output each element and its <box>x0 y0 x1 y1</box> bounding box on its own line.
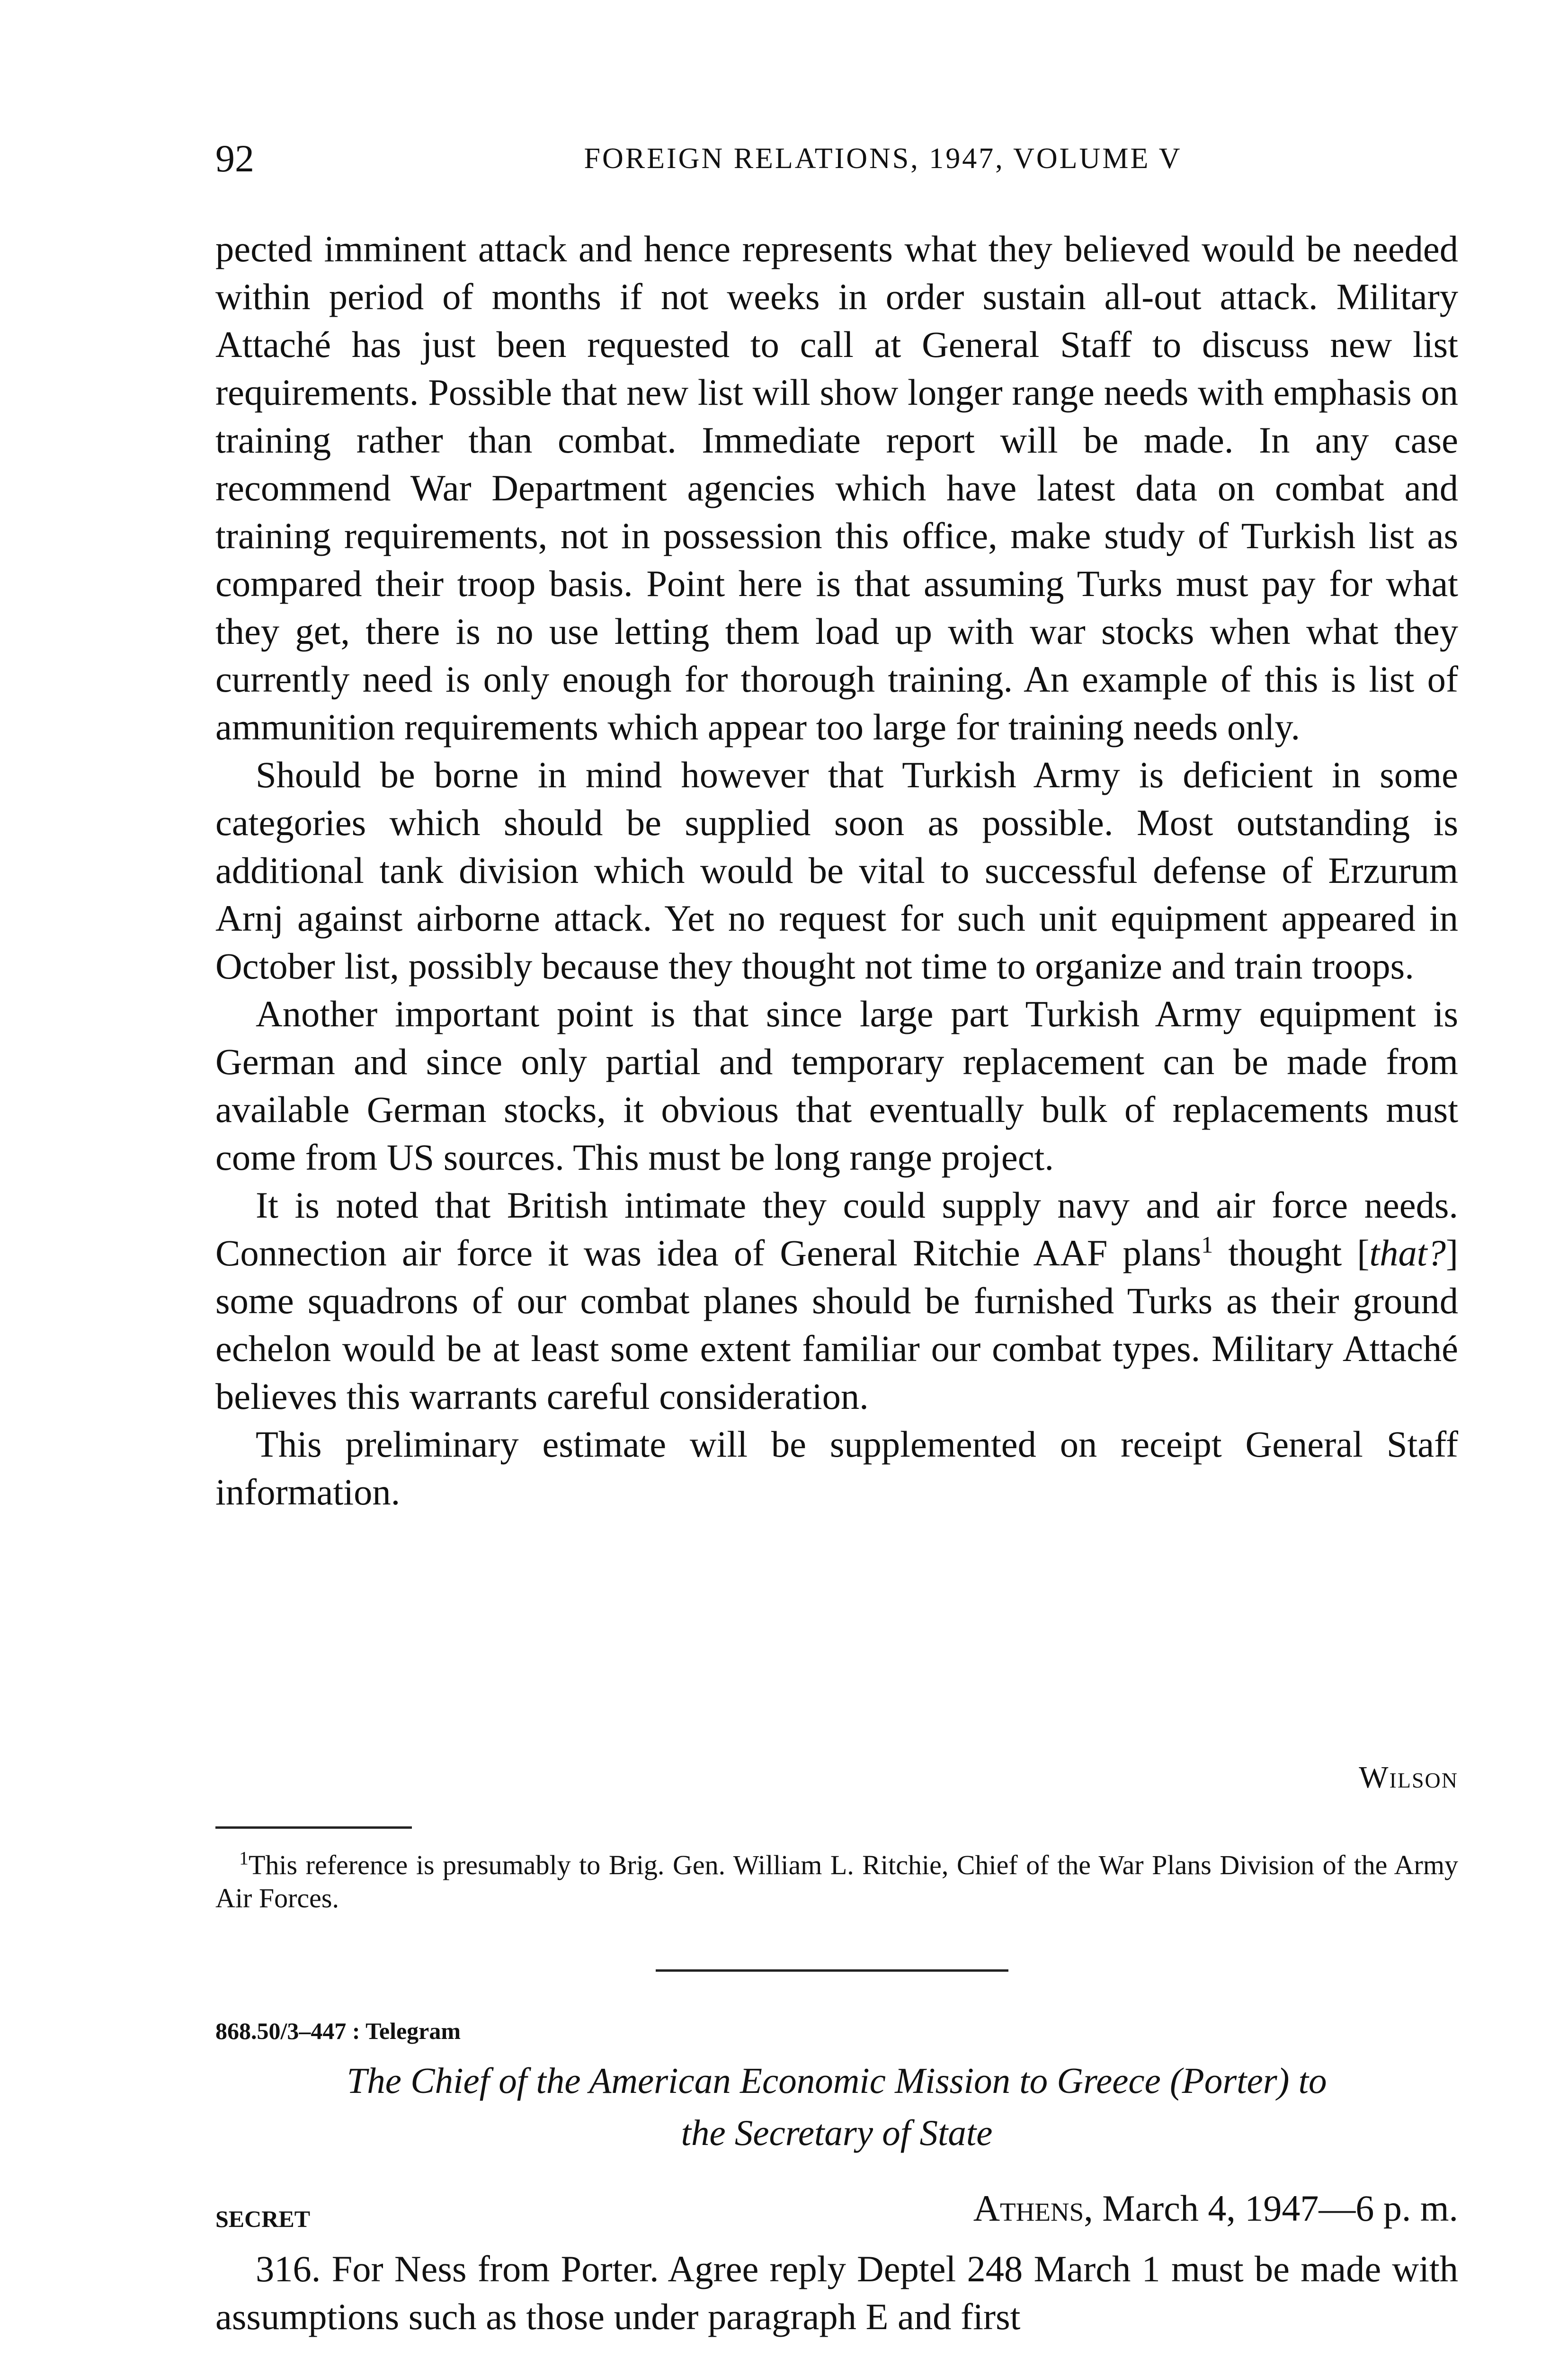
telegram-text: 316. For Ness from Porter. Agree reply Deptel 248 March 1 must be made with assumptions such as those under paragraph E and first <box>215 2248 1458 2337</box>
editorial-insertion: that? <box>1369 1232 1446 1273</box>
page-header <box>215 133 1458 185</box>
dateline-city: Athens, <box>973 2188 1093 2229</box>
paragraph-4 <box>215 1181 1458 1420</box>
file-reference: 868.50/3–447 : Telegram <box>215 2018 461 2044</box>
dateline <box>973 2180 1458 2237</box>
footnote <box>215 1849 1458 1915</box>
footnote-divider <box>215 1826 412 1829</box>
paragraph-3: Another important point is that since large part Turkish Army equipment is German and since only partial and temporary replacement can be made from available German stocks, it obvious that eventually bulk of replacements must come from US sources. This must be long range project. <box>215 993 1458 1178</box>
footnote-reference: 1 <box>1201 1231 1213 1258</box>
paragraph-2: Should be borne in mind however that Turkish Army is deficient in some categories which should be supplied soon as possible. Most outstanding is additional tank division which would be vital to successful defense of Erzurum Arnj against airborne attack. Yet no request for such unit equipment appeared in October list, possibly because they thought not time to organize and train troops. <box>215 754 1458 987</box>
paragraph-4-text-mid: thought [ <box>1213 1232 1370 1273</box>
document-title <box>215 2055 1458 2159</box>
paragraph-4-text-end: ] some squadrons of our combat planes should be furnished Turks as their ground echelon would be at least some extent familiar our combat types. Military Attaché believes this warrants careful consideration. <box>215 1232 1458 1417</box>
footnote-mark: 1 <box>239 1847 249 1869</box>
telegram-body-continued <box>215 225 1458 1516</box>
page-number: 92 <box>215 137 254 180</box>
dateline-date: March 4, 1947—6 p. m. <box>1102 2188 1458 2229</box>
paragraph-4-text: It is noted that British intimate they could supply navy and air force needs. Connection air force it was idea of General Ritchie AAF plans <box>215 1184 1458 1273</box>
footnote-text: This reference is presumably to Brig. Gen. William L. Ritchie, Chief of the War Plans Division of the Army Air Forces. <box>215 1850 1458 1913</box>
section-divider <box>656 1969 1008 1972</box>
paragraph-1: pected imminent attack and hence represents what they believed would be needed within period of months if not weeks in order sustain all-out attack. Military Attaché has just been requested to call at General Staff to discuss new list requirements. Possible that new list will show longer range needs with emphasis on training rather than combat. Immediate report will be made. In any case recommend War Department agencies which have latest data on combat and training requirements, not in possession this office, make study of Turkish list as compared their troop basis. Point here is that assuming Turks must pay for what they get, there is no use letting them load up with war stocks when what they currently need is only enough for thorough training. An example of this is list of ammunition requirements which appear too large for training needs only. <box>215 228 1458 747</box>
paragraph-5: This preliminary estimate will be supplemented on receipt General Staff information. <box>215 1424 1458 1513</box>
classification: SECRET <box>215 2206 311 2232</box>
running-head: FOREIGN RELATIONS, 1947, VOLUME V <box>584 142 1182 175</box>
document-title-line-2: the Secretary of State <box>681 2112 993 2153</box>
document-title-line-1: The Chief of the American Economic Mission to Greece (Porter) to <box>347 2060 1327 2101</box>
signature: Wilson <box>1359 1760 1458 1795</box>
